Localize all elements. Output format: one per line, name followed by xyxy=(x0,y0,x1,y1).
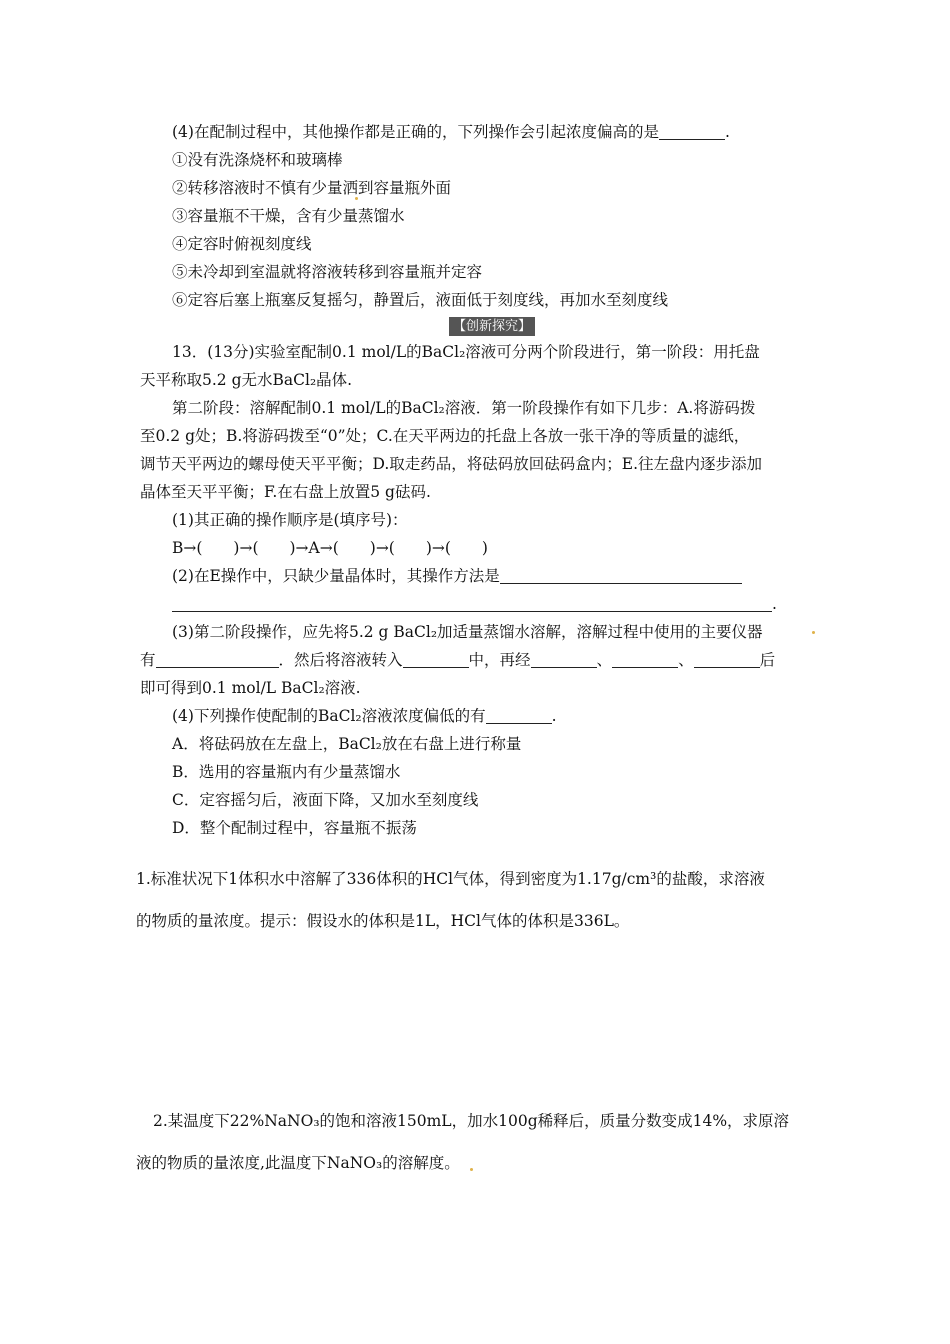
q13-line3: 第二阶段：溶解配制0.1 mol/L的BaCl₂溶液．第一阶段操作有如下几步：A.将游码拨 xyxy=(172,399,756,417)
answer-blank[interactable] xyxy=(156,651,279,668)
q13-sub3-line2: 有 ．然后将溶液转入 中，再经 、 、 后 xyxy=(140,651,776,669)
option-item: ③容量瓶不干燥，含有少量蒸馏水 xyxy=(172,207,405,225)
part4-question: (4)在配制过程中，其他操作都是正确的，下列操作会引起浓度偏高的是 . xyxy=(172,123,730,141)
option-item: A．将砝码放在左盘上，BaCl₂放在右盘上进行称量 xyxy=(172,735,522,753)
scan-speck xyxy=(812,631,815,634)
problem1-line1: 1.标准状况下1体积水中溶解了336体积的HCl气体，得到密度为1.17g/cm³的盐酸，求溶液 xyxy=(136,870,765,888)
option-item: C．定容摇匀后，液面下降，又加水至刻度线 xyxy=(172,791,479,809)
answer-blank[interactable] xyxy=(486,707,552,724)
q13-sequence: B→( )→( )→A→( )→( )→( ) xyxy=(172,539,488,557)
q13-line4: 至0.2 g处；B.将游码拨至“0”处；C.在天平两边的托盘上各放一张干净的等质量的滤纸， xyxy=(140,427,750,445)
q13-line2: 天平称取5.2 g无水BaCl₂晶体. xyxy=(140,371,353,389)
answer-blank[interactable] xyxy=(172,595,772,612)
option-item: ④定容时俯视刻度线 xyxy=(172,235,312,253)
part4-question-text: (4)在配制过程中，其他操作都是正确的，下列操作会引起浓度偏高的是 xyxy=(172,123,659,141)
q13-sub2-cont: . xyxy=(172,593,777,615)
option-item: ⑥定容后塞上瓶塞反复摇匀，静置后，液面低于刻度线，再加水至刻度线 xyxy=(172,291,669,309)
problem2-line1: 2.某温度下22%NaNO₃的饱和溶液150mL，加水100g稀释后，质量分数变成14%，求原溶 xyxy=(153,1112,790,1130)
q13-sub3-line3: 即可得到0.1 mol/L BaCl₂溶液. xyxy=(140,679,361,697)
option-item: ①没有洗涤烧杯和玻璃棒 xyxy=(172,151,343,169)
option-item: ②转移溶液时不慎有少量洒到容量瓶外面 xyxy=(172,179,452,197)
answer-blank[interactable] xyxy=(403,651,469,668)
answer-blank[interactable] xyxy=(531,651,597,668)
section-badge: 【创新探究】 xyxy=(449,317,535,336)
q13-sub2: (2)在E操作中，只缺少量晶体时，其操作方法是 xyxy=(172,565,742,587)
answer-blank[interactable] xyxy=(659,123,725,140)
problem2-line2: 液的物质的量浓度,此温度下NaNO₃的溶解度。 xyxy=(136,1154,460,1172)
option-item: ⑤未冷却到室温就将溶液转移到容量瓶并定容 xyxy=(172,263,483,281)
q13-line5: 调节天平两边的螺母使天平平衡；D.取走药品，将砝码放回砝码盒内；E.往左盘内逐步添加 xyxy=(140,455,763,473)
scan-speck xyxy=(355,197,358,200)
answer-blank[interactable] xyxy=(500,567,742,584)
option-item: D．整个配制过程中，容量瓶不振荡 xyxy=(172,819,417,837)
scan-speck xyxy=(470,1168,473,1171)
problem1-line2: 的物质的量浓度。提示：假设水的体积是1L，HCl气体的体积是336L。 xyxy=(136,912,630,930)
option-item: B．选用的容量瓶内有少量蒸馏水 xyxy=(172,763,401,781)
q13-line6: 晶体至天平平衡；F.在右盘上放置5 g砝码. xyxy=(140,483,431,501)
q13-line1: 13．(13分)实验室配制0.1 mol/L的BaCl₂溶液可分两个阶段进行，第一阶段：用托盘 xyxy=(172,343,760,361)
q13-sub4: (4)下列操作使配制的BaCl₂溶液浓度偏低的有 . xyxy=(172,707,557,725)
q13-sub1: (1)其正确的操作顺序是(填序号)： xyxy=(172,511,408,529)
q13-sub3-line1: (3)第二阶段操作，应先将5.2 g BaCl₂加适量蒸馏水溶解，溶解过程中使用的主要仪器 xyxy=(172,623,763,641)
answer-blank[interactable] xyxy=(612,651,678,668)
answer-blank[interactable] xyxy=(694,651,760,668)
